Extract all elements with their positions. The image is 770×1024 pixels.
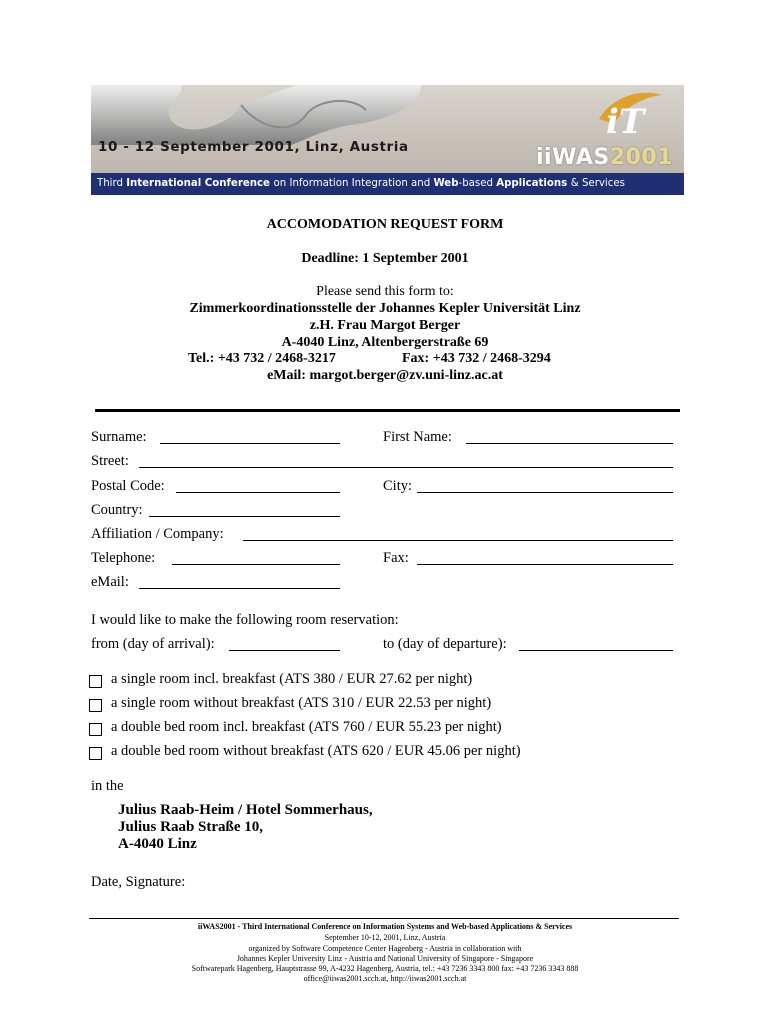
surname-label: Surname: bbox=[91, 429, 147, 445]
room-option-label: a double bed room incl. breakfast (ATS 760 / EUR 55.23 per night) bbox=[111, 719, 502, 735]
conference-banner bbox=[91, 85, 684, 195]
city-field[interactable] bbox=[417, 492, 673, 493]
logo-prefix: iiWAS bbox=[536, 145, 610, 170]
country-label: Country: bbox=[91, 502, 143, 518]
postal-code-label: Postal Code: bbox=[91, 478, 165, 494]
deadline: Deadline: 1 September 2001 bbox=[301, 251, 469, 266]
street-field[interactable] bbox=[139, 467, 673, 468]
room-option-label: a double bed room without breakfast (ATS 620 / EUR 45.06 per night) bbox=[111, 743, 521, 759]
city-label: City: bbox=[383, 478, 413, 494]
strip-part: Applications bbox=[496, 178, 571, 189]
office-email: eMail: margot.berger@zv.uni-linz.ac.at bbox=[267, 368, 503, 383]
street-label: Street: bbox=[91, 453, 129, 469]
double-breakfast-checkbox[interactable] bbox=[89, 723, 102, 736]
section-divider bbox=[95, 409, 680, 412]
signature-label: Date, Signature: bbox=[91, 874, 186, 890]
room-option-label: a single room without breakfast (ATS 310 / EUR 22.53 per night) bbox=[111, 695, 492, 711]
footer-date-line: September 10-12, 2001, Linz, Austria bbox=[324, 933, 446, 942]
email-label: eMail: bbox=[91, 574, 129, 590]
office-phone: Tel.: +43 732 / 2468-3217 bbox=[188, 351, 336, 366]
affiliation-label: Affiliation / Company: bbox=[91, 526, 224, 542]
strip-part: International bbox=[126, 178, 205, 189]
office-name: Zimmerkoordinationsstelle der Johannes Kepler Universität Linz bbox=[189, 301, 581, 316]
departure-field[interactable] bbox=[519, 650, 673, 651]
office-address: A-4040 Linz, Altenbergerstraße 69 bbox=[281, 335, 489, 350]
postal-code-field[interactable] bbox=[176, 492, 340, 493]
form-title: ACCOMODATION REQUEST FORM bbox=[266, 217, 504, 232]
fax-label: Fax: bbox=[383, 550, 409, 566]
arrival-label: from (day of arrival): bbox=[91, 636, 215, 652]
first-name-label: First Name: bbox=[383, 429, 452, 445]
strip-part: Third bbox=[97, 178, 127, 189]
surname-field[interactable] bbox=[160, 443, 340, 444]
footer-conference-line: iiWAS2001 - Third International Conference on Information Systems and Web-based Applications & Services bbox=[197, 922, 573, 931]
footer-divider bbox=[89, 918, 679, 919]
logo-mark-text: iT bbox=[606, 102, 645, 139]
conference-title-strip bbox=[91, 173, 684, 195]
strip-part: Conference bbox=[204, 178, 274, 189]
departure-label: to (day of departure): bbox=[383, 636, 507, 652]
send-to-text: Please send this form to: bbox=[316, 284, 454, 299]
conference-logo-text bbox=[536, 145, 673, 170]
banner-date-line: 10 - 12 September 2001, Linz, Austria bbox=[98, 139, 409, 155]
email-field[interactable] bbox=[139, 588, 340, 589]
single-breakfast-checkbox[interactable] bbox=[89, 675, 102, 688]
telephone-label: Telephone: bbox=[91, 550, 156, 566]
strip-part: & Services bbox=[570, 178, 625, 189]
in-the-text: in the bbox=[91, 778, 124, 794]
single-no-breakfast-checkbox[interactable] bbox=[89, 699, 102, 712]
footer-address-line: Softwarepark Hagenberg, Hauptstrasse 99, A-4232 Hagenberg, Austria, tel.: +43 7236 3343 800 fax: +43 7236 3343 888 bbox=[191, 964, 579, 973]
footer-contact-line: office@iiwas2001.scch.at, http://iiwas2001.scch.at bbox=[303, 974, 467, 983]
strip-part: Web bbox=[433, 178, 459, 189]
attention-line: z.H. Frau Margot Berger bbox=[309, 318, 461, 333]
footer-organizer-line: organized by Software Competence Center Hagenberg - Austria in collaboration with bbox=[248, 944, 522, 953]
footer-partners-line: Johannes Kepler University Linz - Austria and National University of Singapore - Singapore bbox=[236, 954, 534, 963]
first-name-field[interactable] bbox=[466, 443, 673, 444]
venue-name: Julius Raab-Heim / Hotel Sommerhaus, bbox=[118, 802, 373, 818]
double-no-breakfast-checkbox[interactable] bbox=[89, 747, 102, 760]
strip-part: on Information Integration and bbox=[273, 178, 434, 189]
logo-year: 2001 bbox=[609, 145, 673, 170]
telephone-field[interactable] bbox=[172, 564, 340, 565]
room-option-label: a single room incl. breakfast (ATS 380 / EUR 27.62 per night) bbox=[111, 671, 473, 687]
arrival-field[interactable] bbox=[229, 650, 340, 651]
reservation-intro: I would like to make the following room reservation: bbox=[91, 612, 399, 628]
country-field[interactable] bbox=[149, 516, 340, 517]
fax-field[interactable] bbox=[417, 564, 673, 565]
venue-city: A-4040 Linz bbox=[118, 836, 197, 852]
conference-logo-icon bbox=[584, 89, 664, 139]
strip-part: -based bbox=[458, 178, 497, 189]
affiliation-field[interactable] bbox=[243, 540, 673, 541]
venue-street: Julius Raab Straße 10, bbox=[118, 819, 264, 835]
office-fax: Fax: +43 732 / 2468-3294 bbox=[402, 351, 551, 366]
